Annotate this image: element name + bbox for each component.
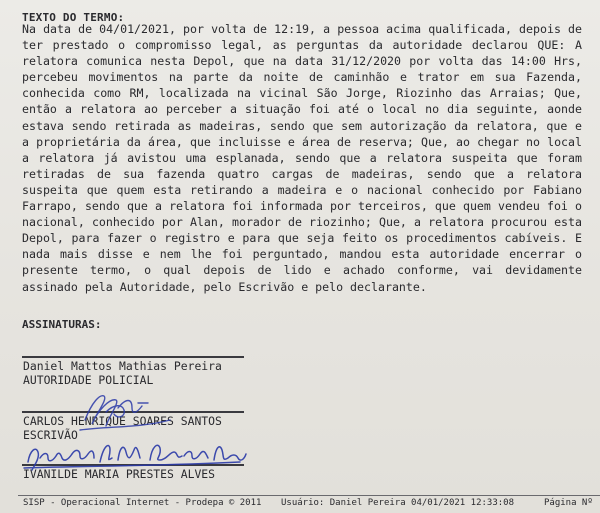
authority-role: AUTORIDADE POLICIAL <box>23 373 154 387</box>
signature-line-declarant <box>22 464 244 466</box>
authority-name: Daniel Mattos Mathias Pereira <box>23 359 222 373</box>
footer-user: Usuário: Daniel Pereira 04/01/2021 12:33:08 <box>281 498 514 508</box>
signatures-title: ASSINATURAS: <box>22 318 102 331</box>
footer-page: Página Nº <box>544 498 593 508</box>
footer-system: SISP - Operacional Internet - Prodepa © 2011 <box>23 498 262 508</box>
section-title: TEXTO DO TERMO: <box>22 11 125 24</box>
clerk-name: CARLOS HENRIQUE SOARES SANTOS <box>23 414 222 428</box>
clerk-role: ESCRIVÃO <box>23 428 78 442</box>
statement-body: Na data de 04/01/2021, por volta de 12:19, a pessoa acima qualificada, depois de ter prestado o compromisso legal, as perguntas da autoridade declarou QUE: A relatora comunica nesta Depol, que na data 31/12/2020 por volta das 14:00 Hrs, percebeu movimentos na parte da noite de caminhão e trator em sua Fazenda, conhecida como RM, localizada na vicinal São Jorge, Riozinho das Arraias; Que, então a relatora ao perceber a situação foi até o local no dia seguinte, aonde estava sendo retirada as madeiras, sendo que sem autorização da relatora, que e a proprietária da área, que incluisse e área de reserva; Que, ao chegar no local a relatora já avistou uma esplanada, sendo que a relatora suspeita que foram retiradas de sua fazenda quatro cargas de madeiras, sendo que a relatora suspeita que quem esta retirando a madeira e o nacional conhecido por Fabiano Farrapo, sendo que a relatora foi informada por terceiros, que quem vendeu foi o nacional, conhecido por Alan, morador de riozinho; Que, a relatora procurou esta Depol, para fazer o registro e para que seja feito os procedimentos cabíveis. E nada mais disse e nem lhe foi perguntado, mandou esta autoridade encerrar o presente termo, o qual depois de lido e achado conforme, vai devidamente assinado pela Autoridade, pelo Escrivão e pelo declarante. <box>22 22 582 294</box>
signature-line-clerk <box>22 411 244 413</box>
signature-line-authority <box>22 356 244 358</box>
footer <box>0 494 600 513</box>
declarant-name: IVANILDE MARIA PRESTES ALVES <box>23 467 216 481</box>
